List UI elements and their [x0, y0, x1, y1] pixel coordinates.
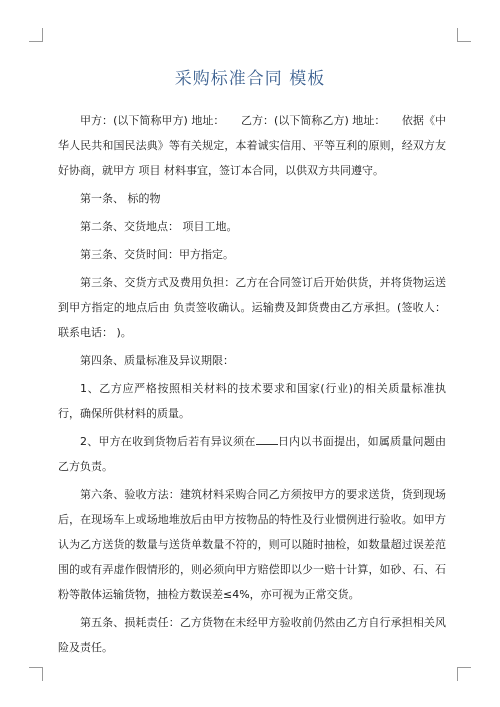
document-title: 采购标准合同 模板 [174, 69, 326, 89]
crop-mark-bottom-left [29, 667, 43, 681]
paragraph-article-6: 第六条、验收方法：建筑材料采购合同乙方须按甲方的要求送货，货到现场后，在现场车上或场地堆放后由甲方按物品的特性及行业惯例进行验收。如甲方认为乙方送货的数量与送货单数量不符的，则可以随时抽检，如数量超过误差范围的或有弄虚作假情形的，则必须向甲方赔偿即以少一赔十计算，如砂、石、石粉等散体运输货物，抽检方数误差≤4%，亦可视为正常交货。 [58, 488, 446, 601]
paragraph-article-4: 第四条、质量标准及异议期限： [80, 354, 234, 367]
fill-in-blank [256, 435, 278, 445]
paragraph-parties: 甲方：(以下简称甲方) 地址： 乙方：(以下简称乙方) 地址： 依据《中华人民共和国民法典》等有关规定，本着诚实信用、平等互利的原则，经双方友好协商，就甲方 项目 材料事宜，签订本合同，以供双方共同遵守。 [58, 114, 446, 177]
paragraph-article-3-time: 第三条、交货时间：甲方指定。 [80, 248, 234, 261]
paragraph-quality-2-after: 日内以书面提出，如属质量问题由乙方负责。 [58, 435, 447, 473]
paragraph-quality-1: 1、乙方应严格按照相关材料的技术要求和国家(行业)的相关质量标准执行，确保所供材料的质量。 [58, 382, 446, 420]
paragraph-quality-2 [58, 429, 446, 479]
crop-mark-bottom-right [457, 667, 471, 681]
paragraph-article-2: 第二条、交货地点： 项目工地。 [80, 220, 238, 233]
document-body [58, 108, 446, 663]
crop-mark-top-right [457, 28, 471, 42]
crop-mark-top-left [29, 28, 43, 42]
paragraph-article-5: 第五条、损耗责任：乙方货物在未经甲方验收前仍然由乙方自行承担相关风险及责任。 [58, 616, 446, 654]
paragraph-article-1: 第一条、 标的物 [80, 192, 161, 205]
paragraph-article-3-delivery: 第三条、交货方式及费用负担：乙方在合同签订后开始供货，并将货物运送到甲方指定的地点后由 负责签收确认。运输费及卸货费由乙方承担。(签收人： 联系电话： )。 [58, 276, 446, 339]
paragraph-quality-2-before: 2、甲方在收到货物后若有异议须在 [80, 435, 256, 448]
